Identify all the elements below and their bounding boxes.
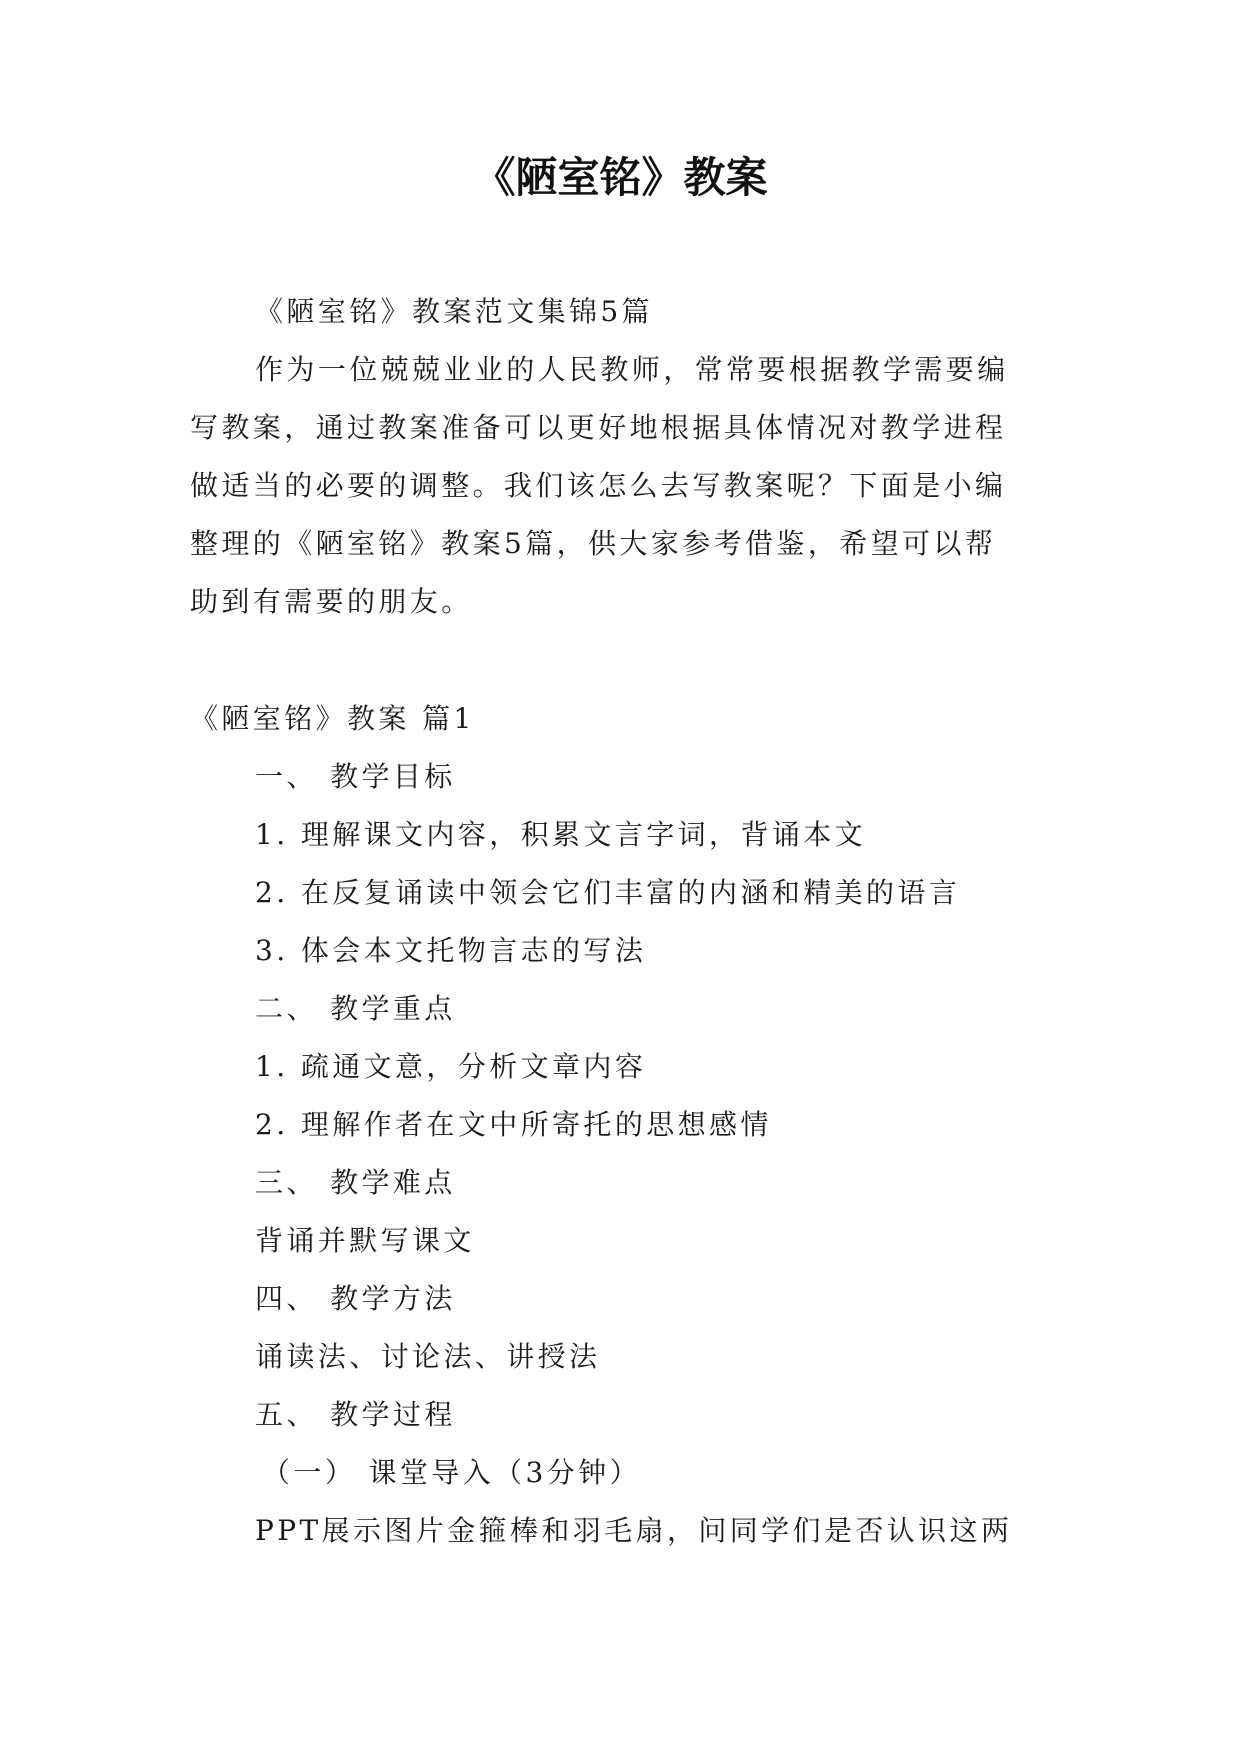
intro-paragraph-line: 作为一位兢兢业业的人民教师，常常要根据教学需要编 — [255, 353, 1009, 386]
section-line: 二、 教学重点 — [255, 992, 456, 1025]
section-line: （一） 课堂导入（3分钟） — [262, 1456, 641, 1489]
section-line: 2. 理解作者在文中所寄托的思想感情 — [255, 1108, 772, 1141]
intro-paragraph-line: 整理的《陋室铭》教案5篇，供大家参考借鉴，希望可以帮 — [190, 527, 997, 560]
section-line: 1. 理解课文内容，积累文言字词，背诵本文 — [255, 818, 867, 851]
intro-heading: 《陋室铭》教案范文集锦5篇 — [255, 295, 654, 328]
intro-paragraph-line: 写教案，通过教案准备可以更好地根据具体情况对教学进程 — [190, 411, 1007, 444]
section-line: 诵读法、讨论法、讲授法 — [255, 1340, 601, 1373]
section-line: 四、 教学方法 — [255, 1282, 456, 1315]
intro-paragraph-line: 做适当的必要的调整。我们该怎么去写教案呢？下面是小编 — [190, 469, 1007, 502]
section-line: 背诵并默写课文 — [255, 1224, 475, 1257]
intro-paragraph-line: 助到有需要的朋友。 — [190, 585, 473, 618]
section-line: 1. 疏通文意，分析文章内容 — [255, 1050, 647, 1083]
section-line: 五、 教学过程 — [255, 1398, 456, 1431]
section-line: PPT展示图片金箍棒和羽毛扇，问同学们是否认识这两 — [255, 1514, 1013, 1547]
section-line: 2. 在反复诵读中领会它们丰富的内涵和精美的语言 — [255, 876, 961, 909]
section-heading: 《陋室铭》教案 篇1 — [190, 702, 475, 735]
document-title: 《陋室铭》教案 — [473, 153, 768, 202]
section-line: 一、 教学目标 — [255, 760, 456, 793]
section-line: 3. 体会本文托物言志的写法 — [255, 934, 647, 967]
section-line: 三、 教学难点 — [255, 1166, 456, 1199]
